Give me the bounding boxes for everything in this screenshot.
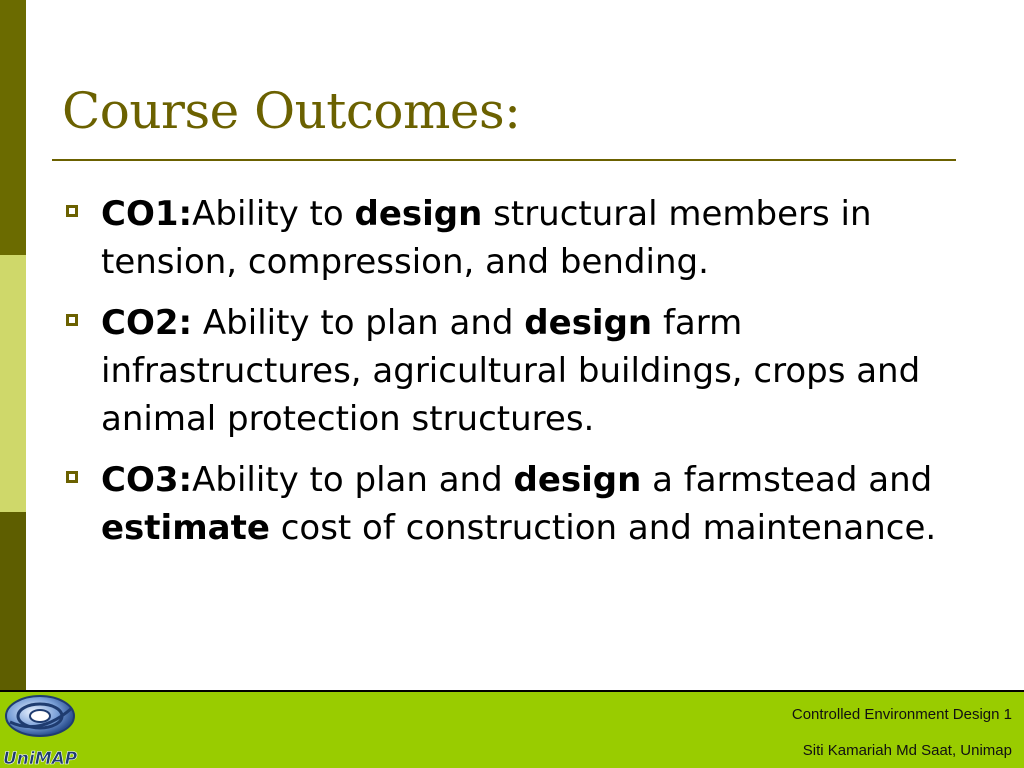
outcome-keyword: design — [513, 460, 642, 500]
unimap-logo-icon — [0, 692, 80, 768]
outcome-item-co2 — [64, 299, 964, 443]
footer-course-label: Controlled Environment Design 1 — [791, 706, 1012, 723]
outcome-code: CO1: — [101, 194, 193, 234]
left-bar-top — [0, 0, 26, 255]
footer-author-label: Siti Kamariah Md Saat, Unimap — [802, 742, 1012, 759]
square-bullet-icon — [66, 471, 78, 483]
left-bar-bottom — [0, 512, 26, 692]
outcome-text: Ability to plan and — [192, 303, 525, 343]
outcomes-list — [64, 190, 964, 565]
outcome-item-co3 — [64, 456, 964, 552]
square-bullet-icon — [66, 314, 78, 326]
title-divider — [52, 159, 956, 161]
outcome-keyword: design — [524, 303, 653, 343]
left-bar-middle — [0, 255, 26, 512]
outcome-code: CO3: — [101, 460, 193, 500]
slide-title: Course Outcomes: — [62, 82, 521, 140]
outcome-text: Ability to plan and — [192, 460, 514, 500]
logo-text: UniMAP — [3, 749, 78, 768]
outcome-text: a farmstead and — [641, 460, 933, 500]
outcome-text: farm infrastructures, agricultural buildings, crops and animal protection structures. — [101, 303, 921, 439]
outcome-keyword: design — [354, 194, 483, 234]
square-bullet-icon — [66, 205, 78, 217]
outcome-text: structural members in tension, compression, and bending. — [101, 194, 872, 282]
outcome-code: CO2: — [101, 303, 193, 343]
outcome-text: Ability to — [192, 194, 355, 234]
outcome-item-co1 — [64, 190, 964, 286]
outcome-keyword: estimate — [101, 508, 270, 548]
outcome-text: cost of construction and maintenance. — [269, 508, 937, 548]
